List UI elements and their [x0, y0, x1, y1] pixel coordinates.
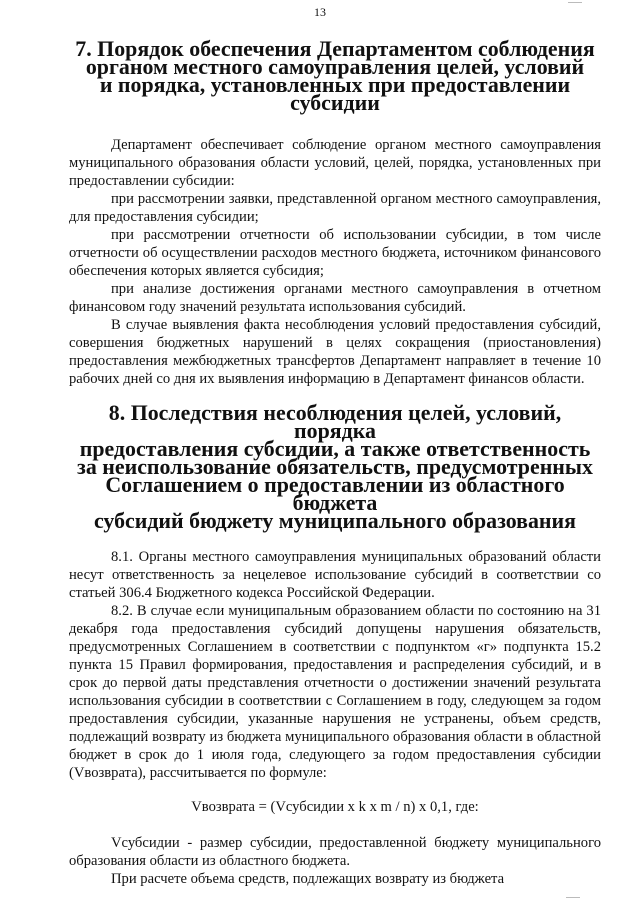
- section-8-paragraph: 8.1. Органы местного самоуправления муниципальных образований области несут ответственность за нецелевое использование субсидий в соответствии со статьей 306.4 Бюджетного кодекса Российской Федерации.: [69, 549, 601, 601]
- section-7-heading: [69, 36, 601, 115]
- section-8-heading-line: 8. Последствия несоблюдения целей, условий, порядка: [108, 400, 562, 443]
- formula-explanation-paragraph: Vсубсидии - размер субсидии, предоставленной бюджету муниципального образования области из областного бюджета.: [69, 835, 601, 869]
- scan-artifact: [568, 2, 582, 3]
- formula-explanation-paragraph: При расчете объема средств, подлежащих возврату из бюджета: [111, 871, 505, 887]
- section-8-heading-line: предоставления субсидии, а также ответственность: [79, 436, 591, 461]
- section-7-paragraph: В случае выявления факта несоблюдения условий предоставления субсидий, совершения бюджетных нарушений в целях сокращения (приостановления) предоставления межбюджетных трансфертов Департамент направляет в течение 10 рабочих дней со дня их выявления информацию в Департамент финансов области.: [69, 317, 601, 387]
- section-8-heading: [69, 400, 601, 533]
- refund-formula: Vвозврата = (Vсубсидии x k x m / n) x 0,1, где:: [191, 799, 479, 815]
- section-7-paragraph: Департамент обеспечивает соблюдение органом местного самоуправления муниципального образования области условий, целей, порядка, установленных при предоставлении субсидии:: [69, 137, 601, 189]
- section-7-heading-line: 7. Порядок обеспечения Департаментом соблюдения: [75, 36, 595, 61]
- section-7-paragraph: при рассмотрении отчетности об использовании субсидии, в том числе отчетности об осуществлении расходов местного бюджета, источником финансового обеспечения которых является субсидия;: [69, 227, 601, 279]
- page-number: 13: [314, 5, 326, 19]
- section-7-heading-line: органом местного самоуправления целей, условий: [85, 54, 585, 79]
- section-7-heading-line: и порядка, установленных при предоставлении субсидии: [99, 72, 571, 115]
- section-8-paragraph: 8.2. В случае если муниципальным образованием области по состоянию на 31 декабря года предоставления субсидий допущены нарушения обязательств, предусмотренных Соглашением в соответствии с подпунктом «г» подпункта 15.2 пункта 15 Правил формирования, предоставления и распределения субсидий, и в срок до первой даты представления отчетности о достижении значений результата использования субсидии в соответствии с Соглашением в году, следующем за годом предоставления субсидии, указанные нарушения не устранены, объем средств, подлежащий возврату из бюджета муниципального образования области в областной бюджет в срок до 1 июля года, следующего за годом предоставления субсидии (Vвозврата), рассчитывается по формуле:: [69, 603, 601, 781]
- page-content: [69, 36, 601, 888]
- scan-artifact: [566, 897, 580, 898]
- section-7-paragraph: при рассмотрении заявки, представленной органом местного самоуправления, для предоставления субсидии;: [69, 191, 601, 225]
- section-8-heading-line: субсидий бюджету муниципального образования: [93, 508, 576, 533]
- section-8-heading-line: за неиспользование обязательств, предусмотренных: [77, 454, 593, 479]
- section-8-heading-line: Соглашением о предоставлении из областного бюджета: [105, 472, 565, 515]
- section-7-paragraph: при анализе достижения органами местного самоуправления в отчетном финансовом году значений результата использования субсидий.: [69, 281, 601, 315]
